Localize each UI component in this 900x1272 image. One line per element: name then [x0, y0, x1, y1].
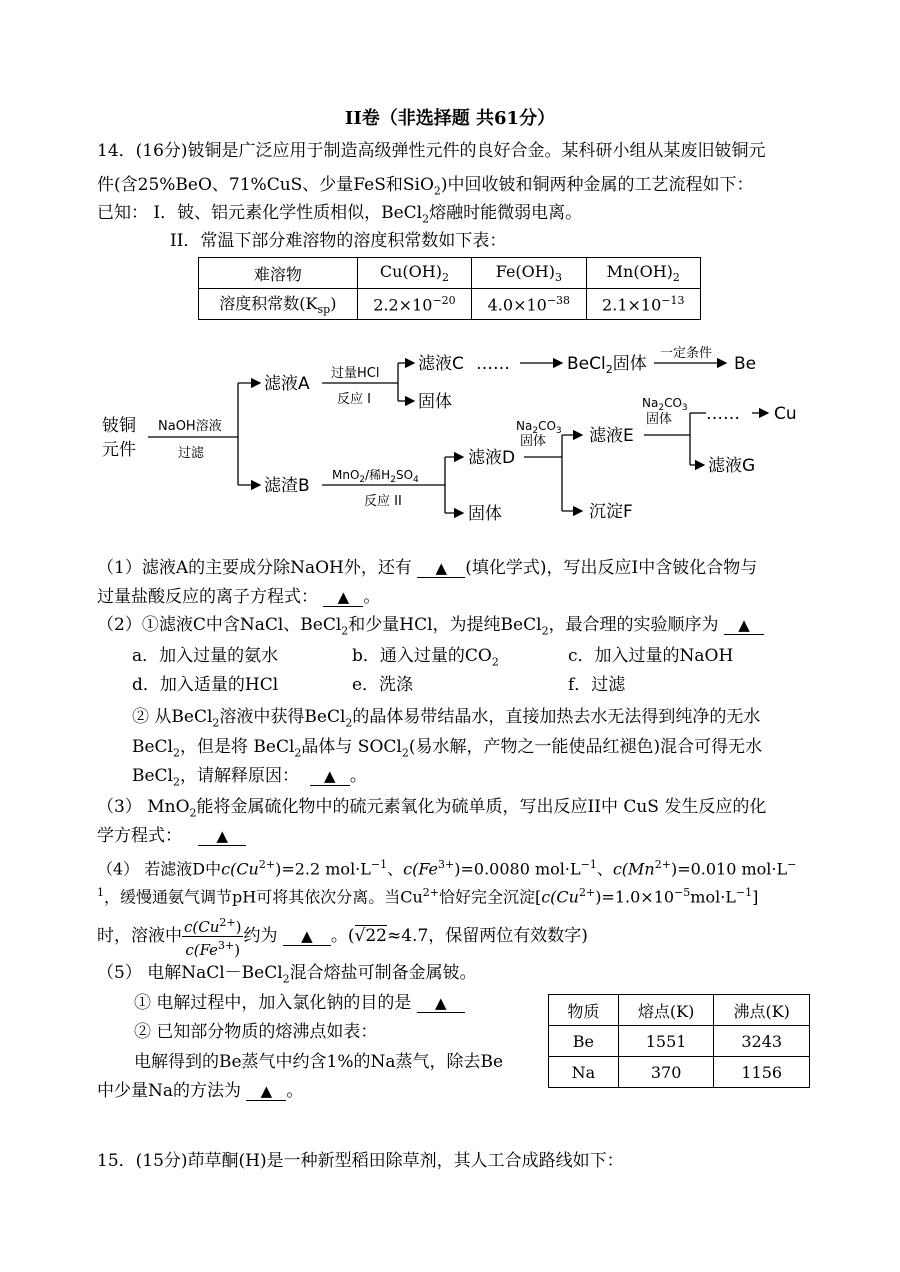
flow-filtrate-e: 滤液E	[589, 426, 634, 446]
answer-blank-2a[interactable]: ▲	[724, 616, 764, 635]
ksp-value-mn: $2.1\times 10^{-13}$	[586, 289, 700, 320]
flow-filtrate-c: 滤液C	[418, 354, 464, 374]
mp-cell-na-mp: 370	[618, 1057, 714, 1088]
choice-b: b．通入过量的$CO_2$	[352, 646, 499, 669]
q14-line1: 14．(16分)铍铜是广泛应用于制造高级弹性元件的良好合金。某科研小组从某废旧铍铜元	[97, 141, 766, 161]
flow-dots-2: ……	[706, 404, 740, 424]
flow-react2-top: MnO$_2$/稀$H_2SO_4$	[332, 468, 419, 485]
mp-header-0: 物质	[549, 995, 619, 1026]
flow-react1-bottom: 反应 I	[337, 392, 371, 407]
choice-c: c．加入过量的NaOH	[568, 646, 734, 666]
flow-filtrate-d: 滤液D	[468, 448, 516, 468]
answer-blank-5b[interactable]: ▲	[246, 1082, 286, 1101]
mp-cell-na-bp: 1156	[714, 1057, 810, 1088]
p3-line1: （3） MnO$_2$能将金属硫化物中的硫元素氧化为硫单质，写出反应II中 CuS 发生反应的化	[97, 797, 767, 820]
flow-filtrate-g: 滤液G	[708, 456, 756, 476]
mp-cell-be-name: Be	[549, 1026, 619, 1057]
q14-line2: 件(含25%BeO、71%CuS、少量FeS和SiO$_2$)中回收铍和铜两种金属的工艺流程如下：	[97, 175, 754, 198]
p5-line1: （5） 电解NaCl－BeCl$_2$混合熔盐可制备金属铍。	[97, 963, 477, 986]
mp-header-2: 沸点(K)	[714, 995, 810, 1026]
choice-d: d．加入适量的HCl	[132, 675, 279, 695]
flow-solid-2: 固体	[468, 504, 502, 524]
known-1: 已知： I．铍、铝元素化学性质相似，BeCl$_2$熔融时能微弱电离。	[97, 203, 583, 226]
flow-cu: Cu	[774, 404, 797, 424]
flow-react1-top: 过量HCl	[331, 366, 380, 381]
p2-2-line3: BeCl$_2$，请解释原因： ▲ 。	[132, 766, 367, 789]
choice-e: e．洗涤	[352, 675, 414, 695]
ksp-row-label: 溶度积常数$(K_{sp})$	[199, 289, 358, 320]
mp-cell-na-name: Na	[549, 1057, 619, 1088]
ksp-value-fe: $4.0\times 10^{-38}$	[472, 289, 586, 320]
section-title: II卷（非选择题 共61分）	[344, 108, 556, 129]
flow-be: Be	[734, 354, 757, 374]
p1-line1: （1）滤液A的主要成分除NaOH外，还有 ▲ (填化学式)，写出反应I中含铍化合物与	[97, 558, 758, 578]
ksp-header-1: $Cu(OH)_2$	[357, 258, 471, 289]
flow-na2co3-2: $Na_2CO_3$	[642, 396, 688, 413]
flow-condition: 一定条件	[660, 346, 713, 361]
q15-line1: 15．(15分)茚草酮(H)是一种新型稻田除草剂，其人工合成路线如下：	[97, 1151, 624, 1171]
concentration-ratio-fraction: $\frac{c(Cu^{2+})}{c(Fe^{3+})}$	[184, 916, 242, 959]
p5-line2: ① 电解过程中，加入氯化钠的目的是 ▲	[134, 992, 465, 1014]
p5-line3: ② 已知部分物质的熔沸点如表：	[134, 1022, 378, 1042]
flow-na2co3-solid-1: 固体	[520, 434, 547, 449]
flow-filtrate-a: 滤液A	[264, 374, 310, 394]
flow-source-bottom: 元件	[102, 440, 136, 460]
flow-solid-1: 固体	[418, 392, 452, 412]
flow-react2-bottom: 反应 II	[364, 494, 402, 509]
ksp-header-3: $Mn(OH)_2$	[586, 258, 700, 289]
p1-line2: 过量盐酸反应的离子方程式： ▲ 。	[97, 587, 381, 607]
p4-line1: （4） 若滤液D中$c(Cu^{2+})=2.2$ $mol\cdot L^{-1}$、$c(Fe^{3+})=0.0080$ $mol\cdot L^{-1}$、$c(Mn^{2+})=0.010$ mol·L−	[97, 858, 797, 879]
flow-step1-bottom: 过滤	[178, 446, 205, 461]
p2-2-line1: ② 从BeCl$_2$溶液中获得BeCl$_2$的晶体易带结晶水，直接加热去水无法得到纯净的无水	[132, 707, 761, 730]
flow-source-top: 铍铜	[102, 416, 136, 436]
answer-blank-1a[interactable]: ▲	[417, 559, 465, 578]
choice-a: a．加入过量的氨水	[132, 646, 279, 666]
mp-cell-be-mp: 1551	[618, 1026, 714, 1057]
p3-line2: 学方程式： ▲	[97, 825, 246, 847]
flow-dots-1: ……	[476, 354, 510, 374]
flow-step1-top: NaOH溶液	[158, 419, 222, 434]
mp-cell-be-bp: 3243	[714, 1026, 810, 1057]
p5-line5: 中少量Na的方法为 ▲ 。	[97, 1081, 304, 1101]
mp-header-1: 熔点(K)	[618, 995, 714, 1026]
p4-line2: $^1$，缓慢通氨气调节pH可将其依次分离。当$Cu^{2+}$恰好完全沉淀$[c(Cu^{2+})=1.0\times 10^{-5}mol\cdot L^{-1}]$	[97, 886, 759, 907]
melting-boiling-table	[548, 994, 810, 1088]
answer-blank-3[interactable]: ▲	[198, 827, 246, 846]
known-2: II．常温下部分难溶物的溶度积常数如下表：	[170, 231, 507, 251]
answer-blank-5a[interactable]: ▲	[417, 994, 465, 1013]
flow-na2co3-solid-2: 固体	[646, 412, 673, 427]
p4-line3: 时，溶液中 $\frac{c(Cu^{2+})}{c(Fe^{3+})}$ 约为 ▲ 。(√22≈4.7，保留两位有效数字)	[97, 916, 588, 959]
flow-precip-f: 沉淀F	[589, 502, 633, 522]
ksp-header-0: 难溶物	[199, 258, 358, 289]
p5-line4: 电解得到的Be蒸气中约含1%的Na蒸气，除去Be	[134, 1052, 504, 1072]
flow-na2co3-1: $Na_2CO_3$	[516, 419, 562, 436]
answer-blank-1b[interactable]: ▲	[323, 588, 363, 607]
ksp-header-2: $Fe(OH)_3$	[472, 258, 586, 289]
ksp-value-cu: $2.2\times 10^{-20}$	[357, 289, 471, 320]
choice-f: f．过滤	[568, 675, 626, 695]
p2-2-line2: BeCl$_2$，但是将 BeCl$_2$晶体与 SOCl$_2$(易水解，产物之一能使品红褪色)混合可得无水	[132, 737, 763, 760]
answer-blank-4[interactable]: ▲	[283, 927, 331, 946]
answer-blank-2b[interactable]: ▲	[310, 767, 350, 786]
flow-becl2-solid: BeCl$_2$固体	[567, 354, 647, 376]
p2-line1: （2）①滤液C中含NaCl、BeCl$_2$和少量HCl，为提纯BeCl$_2$，最合理的实验顺序为 ▲	[97, 614, 764, 642]
flow-residue-b: 滤渣B	[264, 476, 310, 496]
ksp-table	[198, 257, 701, 320]
process-flowchart	[0, 335, 900, 535]
